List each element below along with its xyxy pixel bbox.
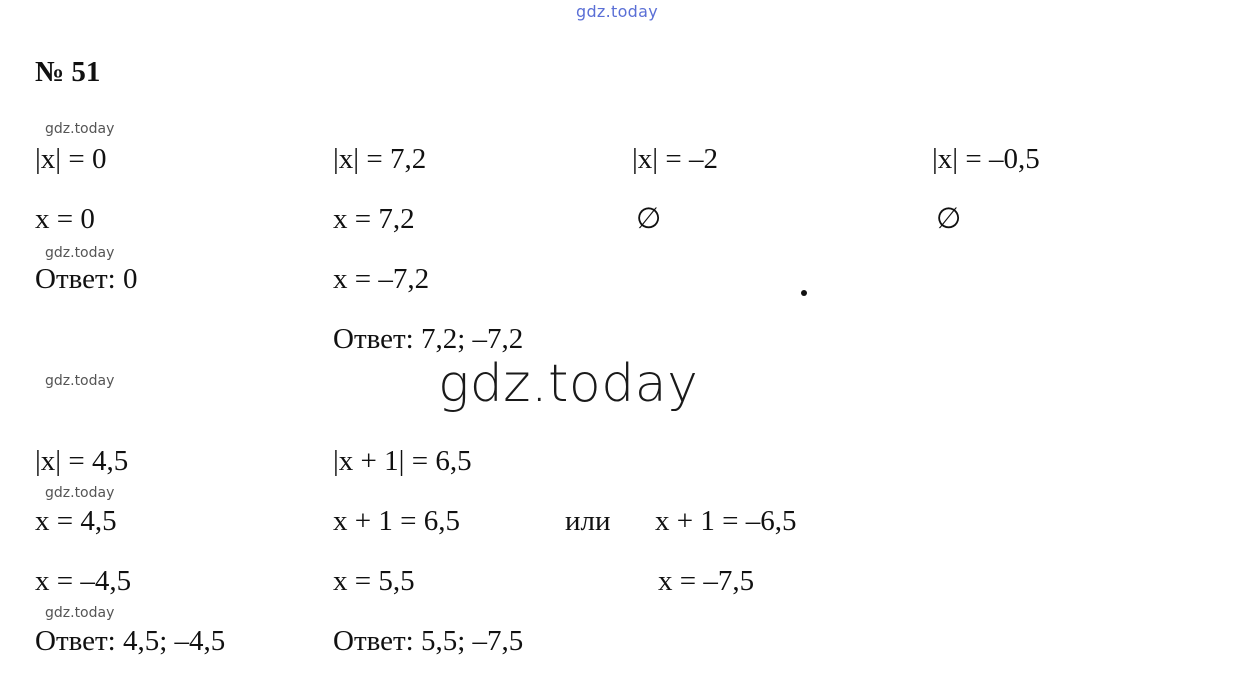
empty-set-symbol: ∅ (636, 203, 662, 235)
equation-line: x = 7,2 (333, 203, 415, 235)
watermark-small: gdz.today (45, 485, 115, 501)
or-word: или (565, 505, 611, 537)
equation-line: x = 5,5 (333, 565, 415, 597)
equation-line: |x| = 4,5 (35, 445, 129, 477)
equation-line: |x + 1| = 6,5 (333, 445, 472, 477)
watermark-top: gdz.today (576, 2, 658, 21)
equation-line: |x| = 0 (35, 143, 107, 175)
equation-line: x + 1 = 6,5 (333, 505, 460, 537)
dot-mark (801, 290, 807, 296)
equation-line: x = –4,5 (35, 565, 132, 597)
answer-line: Ответ: 7,2; –7,2 (333, 323, 524, 355)
equation-line: x = 0 (35, 203, 95, 235)
watermark-big: gdz.today (438, 354, 699, 414)
watermark-small: gdz.today (45, 121, 115, 137)
equation-line: |x| = –2 (632, 143, 718, 175)
empty-set-symbol: ∅ (936, 203, 962, 235)
watermark-small: gdz.today (45, 605, 115, 621)
watermark-small: gdz.today (45, 245, 115, 261)
watermark-small: gdz.today (45, 373, 115, 389)
answer-line: Ответ: 4,5; –4,5 (35, 625, 226, 657)
equation-line: x = 4,5 (35, 505, 117, 537)
answer-line: Ответ: 5,5; –7,5 (333, 625, 524, 657)
equation-line: |x| = 7,2 (333, 143, 427, 175)
equation-line: x + 1 = –6,5 (655, 505, 797, 537)
problem-title: № 51 (35, 56, 101, 88)
equation-line: x = –7,2 (333, 263, 430, 295)
equation-line: x = –7,5 (658, 565, 755, 597)
equation-line: |x| = –0,5 (932, 143, 1040, 175)
answer-line: Ответ: 0 (35, 263, 138, 295)
